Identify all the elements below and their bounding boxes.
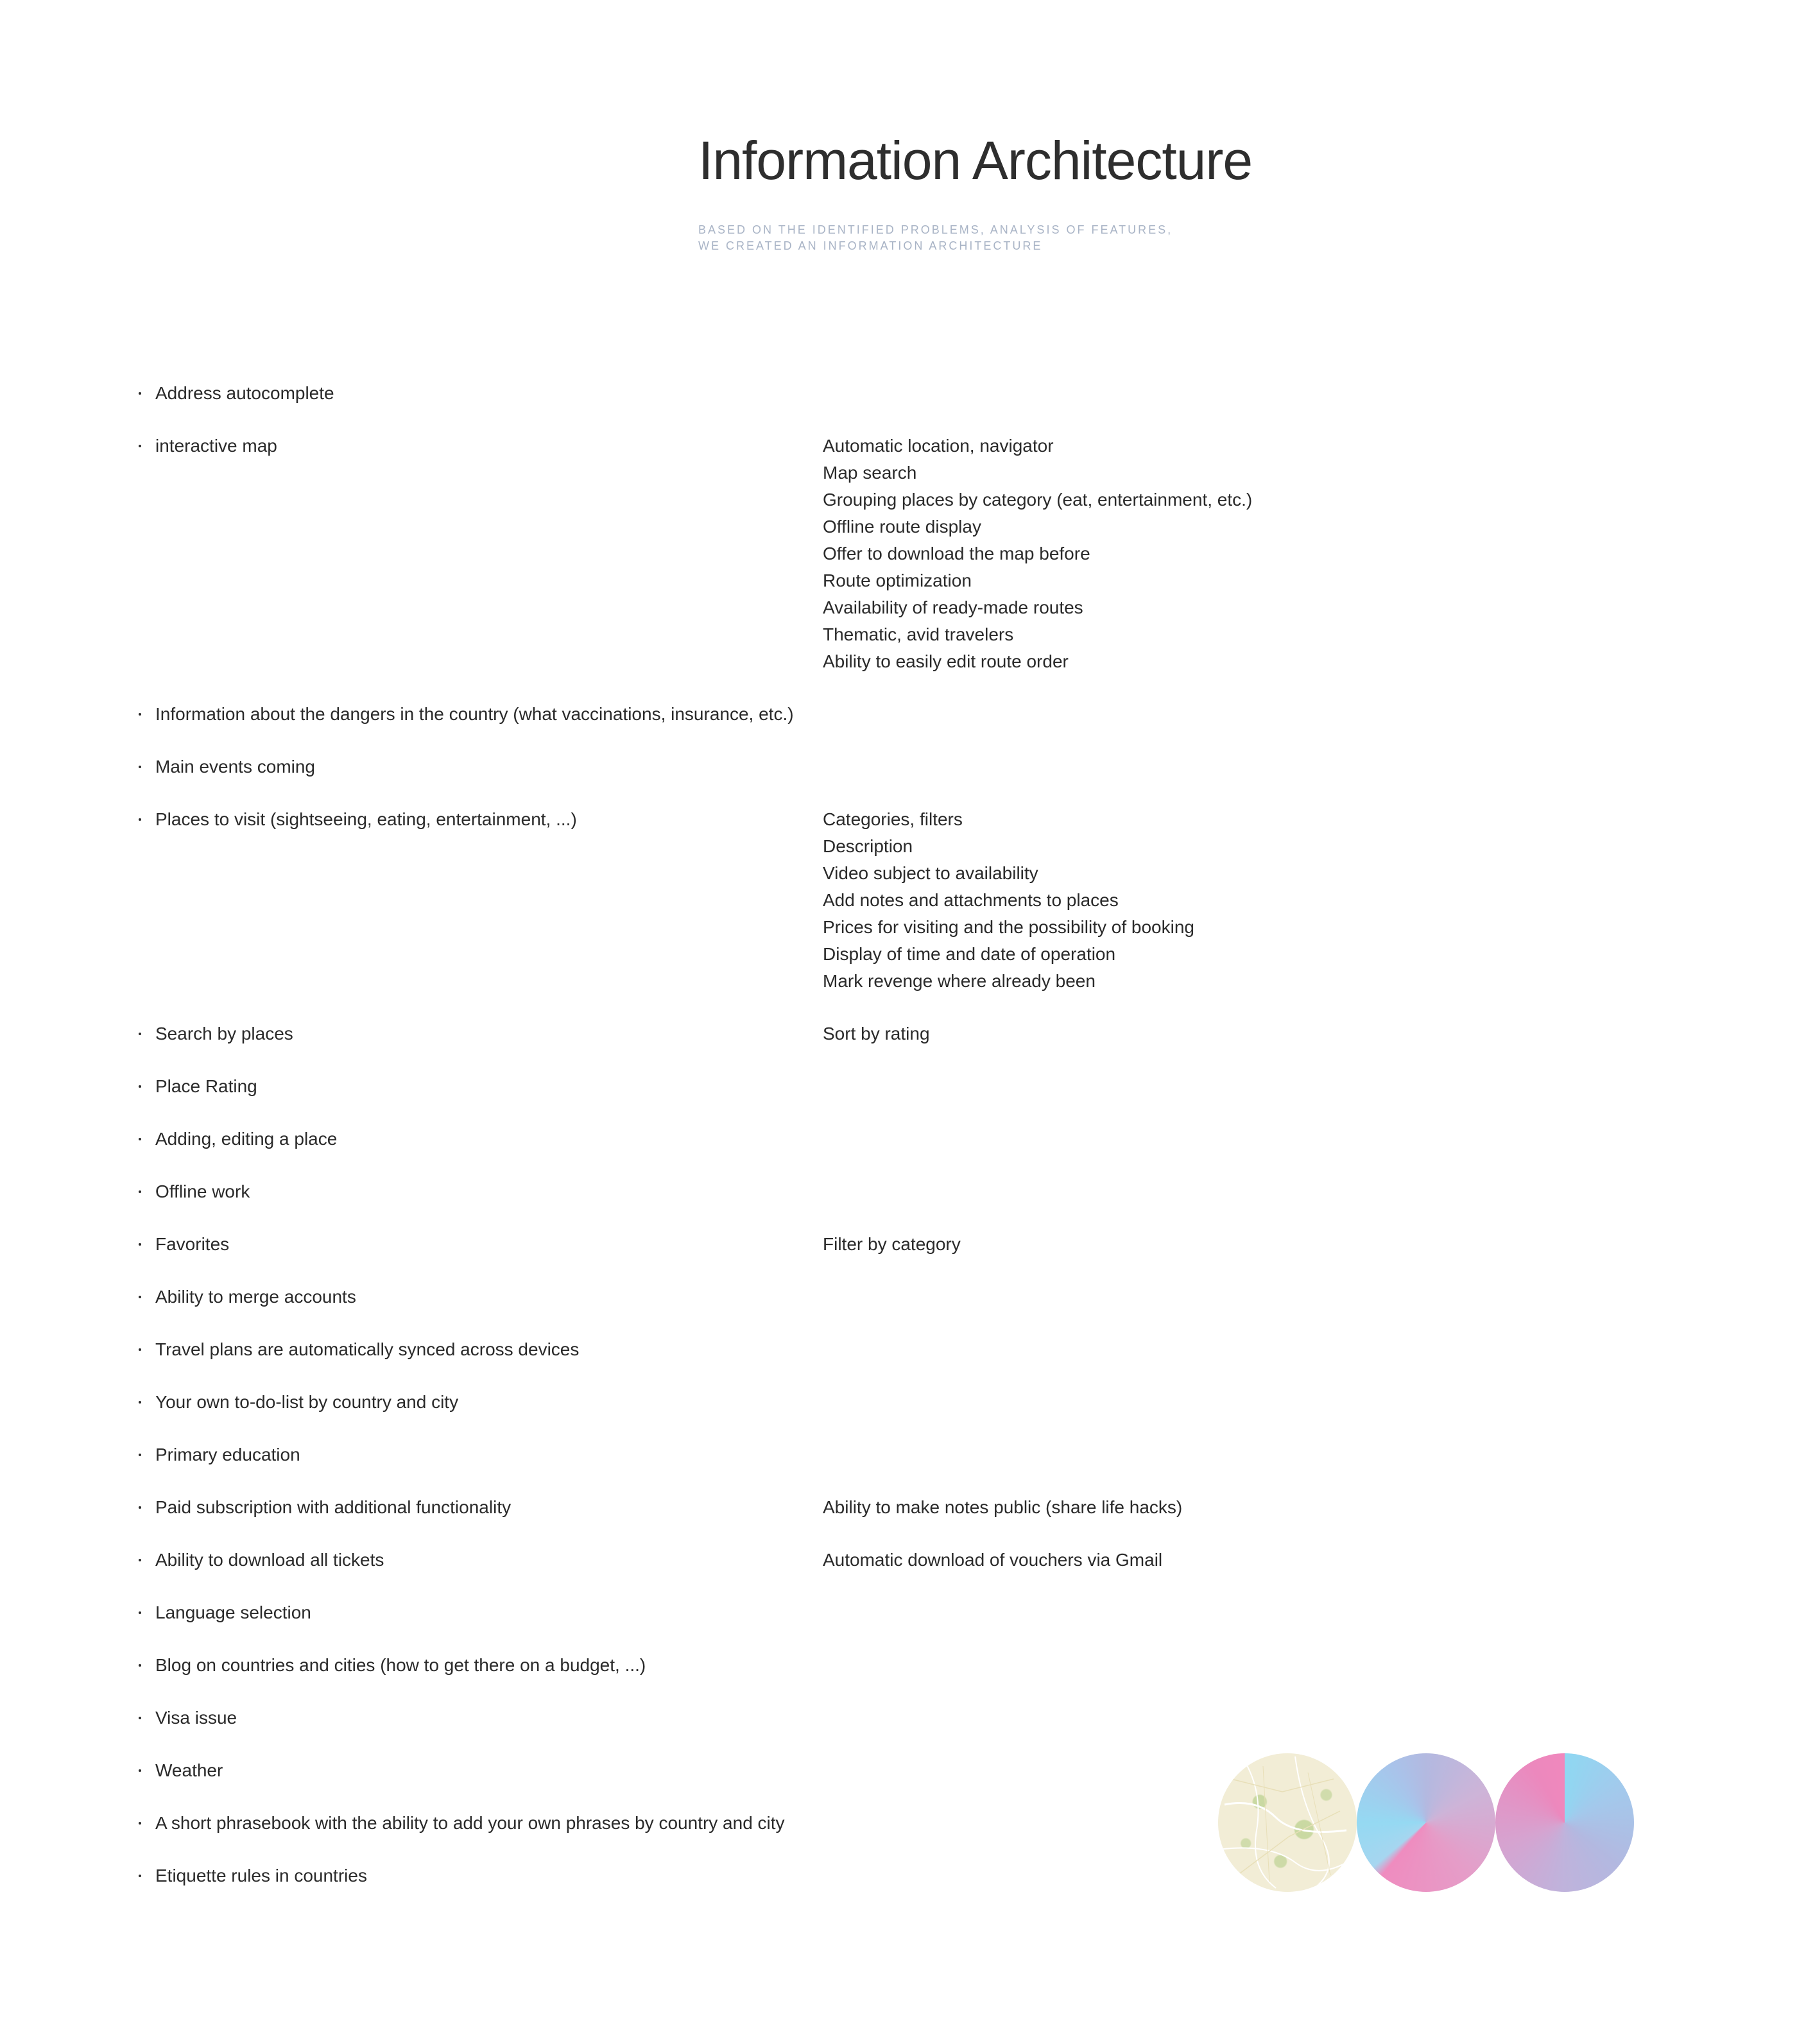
list-item-label: Ability to merge accounts [155,1287,356,1307]
list-item-main [139,1757,223,1784]
detail-line: Thematic, avid travelers [823,624,1014,644]
list-item-main [139,1862,367,1889]
list-item-main [139,1020,293,1047]
detail-line: Availability of ready-made routes [823,597,1083,617]
detail-line: Sort by rating [823,1024,930,1043]
list-item-label: Language selection [155,1602,311,1622]
bullet-icon [139,1243,141,1246]
bullet-icon [139,1190,141,1193]
list-item-main [139,1389,458,1416]
list-item-main [139,1336,579,1363]
list-item-label: Address autocomplete [155,383,334,403]
page-title: Information Architecture [698,130,1253,191]
bullet-icon [139,1085,141,1088]
bullet-icon [139,1822,141,1825]
list-item-details [823,1231,961,1258]
list-item-label: Blog on countries and cities (how to get there on a budget, ...) [155,1655,646,1675]
list-item-label: Favorites [155,1234,230,1254]
list-item-label: Search by places [155,1024,293,1043]
bullet-icon [139,1401,141,1404]
list-item-label: Offline work [155,1181,250,1201]
list-item-details [823,433,1252,675]
list-item-main [139,1547,384,1574]
bullet-icon [139,1506,141,1509]
bullet-icon [139,1348,141,1351]
detail-line: Description [823,836,913,856]
bullet-icon [139,1717,141,1719]
list-item-label: Your own to-do-list by country and city [155,1392,459,1412]
list-item-main [139,1284,356,1310]
list-item-label: Visa issue [155,1708,237,1728]
list-item-label: Adding, editing a place [155,1129,338,1149]
bullet-icon [139,1296,141,1298]
bullet-icon [139,445,141,447]
list-item-label: Primary education [155,1445,300,1464]
detail-line: Map search [823,463,917,483]
bullet-icon [139,1033,141,1035]
list-item-details [823,1020,930,1047]
detail-line: Add notes and attachments to places [823,890,1119,910]
detail-line: Offline route display [823,517,981,537]
bullet-icon [139,1611,141,1614]
list-item-details [823,1494,1182,1521]
subtitle-line-2: WE CREATED AN INFORMATION ARCHITECTURE [698,239,1043,252]
list-item-label: Place Rating [155,1076,257,1096]
detail-line: Mark revenge where already been [823,971,1096,991]
list-item-label: Etiquette rules in countries [155,1866,367,1885]
list-item-main [139,380,334,407]
list-item-main [139,1441,300,1468]
detail-line: Categories, filters [823,809,963,829]
list-item-main [139,1705,237,1731]
bullet-icon [139,1769,141,1772]
gradient-circle-2 [1495,1753,1634,1892]
detail-line: Video subject to availability [823,863,1038,883]
map-roads-graphic [1218,1753,1357,1892]
detail-line: Display of time and date of operation [823,944,1116,964]
page-subtitle [698,222,1173,254]
list-item-details [823,806,1194,995]
list-item-label: Travel plans are automatically synced across devices [155,1339,580,1359]
bullet-icon [139,392,141,395]
list-item-main [139,433,277,459]
bullet-icon [139,1875,141,1877]
bullet-icon [139,1138,141,1140]
list-item-main [139,753,315,780]
gradient-circle-1 [1357,1753,1495,1892]
list-item-main [139,1126,337,1153]
list-item-label: Information about the dangers in the country (what vaccinations, insurance, etc.) [155,704,794,724]
list-item-main [139,1494,511,1521]
list-item-main [139,1178,250,1205]
detail-line: Filter by category [823,1234,961,1254]
detail-line: Automatic download of vouchers via Gmail [823,1550,1163,1570]
detail-line: Ability to easily edit route order [823,651,1069,671]
detail-line: Offer to download the map before [823,544,1090,563]
map-thumbnail-circle [1218,1753,1357,1892]
list-item-label: Places to visit (sightseeing, eating, entertainment, ...) [155,809,577,829]
list-item-label: Main events coming [155,757,316,777]
list-item-label: A short phrasebook with the ability to add your own phrases by country and city [155,1813,785,1833]
list-item-main [139,1073,257,1100]
list-item-main [139,1231,229,1258]
list-item-details [823,1547,1162,1574]
subtitle-line-1: BASED ON THE IDENTIFIED PROBLEMS, ANALYSIS OF FEATURES, [698,223,1173,236]
bullet-icon [139,713,141,716]
bullet-icon [139,1664,141,1667]
list-item-main [139,1810,785,1837]
detail-line: Ability to make notes public (share life hacks) [823,1497,1183,1517]
list-item-label: Ability to download all tickets [155,1550,384,1570]
detail-line: Prices for visiting and the possibility of booking [823,917,1194,937]
list-item-main [139,1652,646,1679]
bullet-icon [139,1454,141,1456]
detail-line: Automatic location, navigator [823,436,1054,456]
detail-line: Route optimization [823,571,972,590]
detail-line: Grouping places by category (eat, entertainment, etc.) [823,490,1253,510]
list-item-main [139,701,794,728]
bullet-icon [139,1559,141,1561]
list-item-label: Weather [155,1760,223,1780]
list-item-main [139,1599,311,1626]
bullet-icon [139,766,141,768]
list-item-label: Paid subscription with additional functionality [155,1497,512,1517]
list-item-main [139,806,577,833]
bullet-icon [139,818,141,821]
list-item-label: interactive map [155,436,277,456]
